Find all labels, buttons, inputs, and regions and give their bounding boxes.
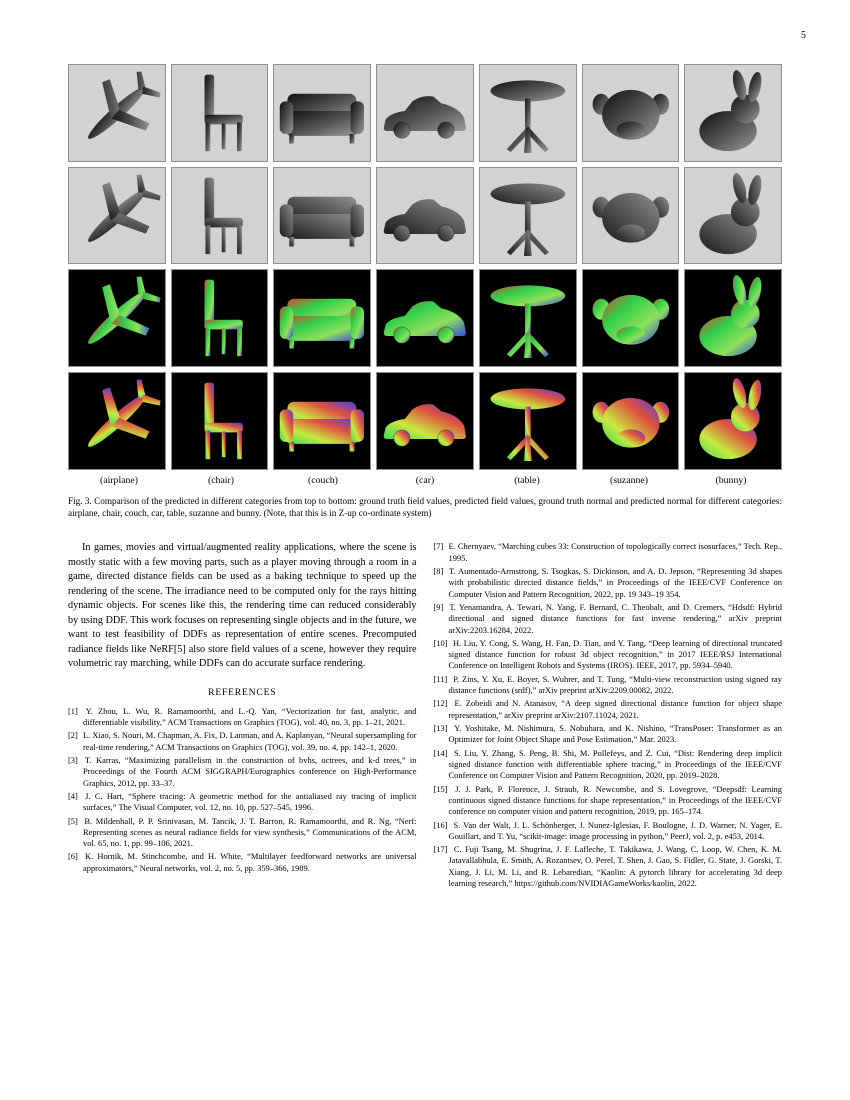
reference-text: Y. Yoshitake, M. Nishimura, S. Nobuhara, and K. Nishino, “TransPoser: Transformer as an Optimizer for Joint Object Shape and Pose Estimation,” Mar. 2023. bbox=[448, 723, 782, 745]
figure-cell-predicted-field-airplane bbox=[68, 167, 166, 265]
figure-category-label-car: (car) bbox=[415, 474, 435, 486]
reference-text: P. Zins, Y. Xu, E. Boyer, S. Wuhrer, and T. Tung, “Multi-view reconstruction using signed ray distance functions (srdf),” arXiv preprint arXiv:2209.00082, 2022. bbox=[448, 673, 782, 696]
reference-number: [12] bbox=[433, 698, 448, 709]
reference-number: [3] bbox=[68, 754, 78, 765]
figure-cell-predicted-normal-car bbox=[376, 372, 474, 470]
left-column bbox=[68, 541, 417, 891]
reference-item bbox=[68, 851, 417, 874]
figure-cell-ground-truth-normal-airplane bbox=[68, 269, 166, 367]
references-heading: REFERENCES bbox=[208, 686, 277, 698]
intro-paragraph: In games, movies and virtual/augmented reality applications, where the scene is mostly static with a few moving parts, such as a player moving through a room in a game, directed distance fields can be used as a baking technique to speed up the rendering of the scene. The irradiance need to be computed only for the rays hitting dynamic objects. For scenes like this, the rendering time can reduced considerably by using DDF. This work focuses on representing single objects and in the future, we want to test feasibility of DDFs as representation of entire scenes. Precomputed radiance fields like NeRF[5] also store field values of a scene, however they require volumetric ray marching, while DDFs can do accurate surface rendering. bbox=[68, 542, 417, 670]
reference-item bbox=[434, 674, 783, 697]
reference-number: [8] bbox=[433, 565, 444, 576]
reference-text: T. Aumentado-Armstrong, S. Tsogkas, S. Dickinson, and A. D. Jepson, “Representing 3d shapes with probabilistic directed distance fields,” in Proceedings of the IEEE/CVF Conference on Computer Vision and Pattern Recognition, 2022, pp. 19 343–19 354. bbox=[446, 565, 782, 599]
figure-caption: Fig. 3. Comparison of the predicted in different categories from top to bottom: ground truth field values, predicted field values, ground truth normal and predicted normal for different categories: airplane, chair, couch, car, table, suzanne and bunny. (Note, that this is in Z-up co-ordinate system) bbox=[68, 495, 782, 519]
figure-category-labels bbox=[68, 475, 782, 486]
reference-item bbox=[434, 638, 783, 672]
reference-item bbox=[68, 816, 417, 850]
reference-number: [15] bbox=[433, 783, 448, 794]
reference-text: T. Karras, “Maximizing parallelism in the construction of bvhs, octrees, and k-d trees,” in Proceedings of the Fourth ACM SIGGRAPH/Eurographics conference on High-Performance Graphics, 2012, pp. 33–37. bbox=[80, 754, 417, 788]
figure-cell-predicted-normal-chair bbox=[171, 372, 269, 470]
reference-text: C. Fuji Tsang, M. Shugrina, J. F. Lafleche, T. Takikawa, J. Wang, C. Loop, W. Chen, K. M. Jatavallabhula, E. Smith, A. Rozantsev, O. Perel, T. Shen, J. Gao, S. Fidler, G. State, J. Gorski, T. Xiang, J. Li, M. Li, and R. Lebaredian, “Kaolin: A pytorch library for accelerating 3d deep learning research,” https://github.com/NVIDIAGameWorks/kaolin, 2022. bbox=[448, 844, 782, 889]
figure-cell-predicted-field-bunny bbox=[684, 167, 782, 265]
reference-item bbox=[434, 723, 783, 746]
figure-cell-ground-truth-field-couch bbox=[273, 64, 371, 162]
reference-item bbox=[434, 602, 783, 636]
figure-cell-ground-truth-normal-car bbox=[376, 269, 474, 367]
references-list-right bbox=[434, 541, 783, 889]
reference-number: [17] bbox=[433, 844, 448, 855]
page-number: 5 bbox=[801, 30, 806, 41]
reference-item bbox=[434, 784, 783, 818]
reference-item bbox=[434, 698, 783, 721]
figure-category-label-bunny: (bunny) bbox=[715, 474, 747, 486]
reference-text: E. Chernyaev, “Marching cubes 33: Construction of topologically correct isosurfaces,” Tech. Rep., 1995. bbox=[446, 541, 782, 563]
reference-text: L. Xiao, S. Nouri, M. Chapman, A. Fix, D. Lanman, and A. Kaplanyan, “Neural supersampling for real-time rendering,” ACM Transactions on Graphics (TOG), vol. 39, no. 4, pp. 142–1, 2020. bbox=[80, 730, 417, 752]
reference-text: S. Van der Walt, J. L. Schönberger, J. Nunez-Iglesias, F. Boulogne, J. D. Warner, N. Yager, E. Gouillart, and T. Yu, “scikit-image: image processing in python,” PeerJ, vol. 2, p. e453, 2014. bbox=[448, 819, 782, 841]
reference-item bbox=[434, 844, 783, 889]
figure-cell-ground-truth-field-suzanne bbox=[582, 64, 680, 162]
figure-category-label-airplane: (airplane) bbox=[99, 474, 139, 486]
reference-item bbox=[434, 566, 783, 600]
figure-cell-predicted-field-table bbox=[479, 167, 577, 265]
reference-text: T. Yenamandra, A. Tewari, N. Yang, F. Bernard, C. Theobalt, and D. Cremers, “Hdsdf: Hybrid directional and signed distance functions for fast inverse rendering,” arXiv preprint arXiv:2203.16284, 2022. bbox=[446, 601, 782, 635]
reference-number: [14] bbox=[433, 747, 448, 758]
figure-cell-predicted-field-car bbox=[376, 167, 474, 265]
figure-cell-ground-truth-field-airplane bbox=[68, 64, 166, 162]
figure-category-label-suzanne: (suzanne) bbox=[609, 474, 649, 486]
figure-3 bbox=[68, 64, 782, 519]
reference-item bbox=[68, 706, 417, 729]
reference-text: S. Liu, Y. Zhang, S. Peng, B. Shi, M. Pollefeys, and Z. Cui, “Dist: Rendering deep implicit signed distance function with differentiable sphere tracing,” in Proceedings of the IEEE/CVF Conference on Computer Vision and Pattern Recognition, 2020, pp. 2019–2028. bbox=[448, 747, 782, 781]
reference-number: [4] bbox=[68, 790, 78, 801]
figure-cell-ground-truth-normal-chair bbox=[171, 269, 269, 367]
figure-cell-ground-truth-field-table bbox=[479, 64, 577, 162]
figure-cell-ground-truth-field-chair bbox=[171, 64, 269, 162]
reference-number: [10] bbox=[433, 637, 448, 648]
reference-item bbox=[68, 791, 417, 814]
reference-number: [16] bbox=[433, 819, 448, 830]
reference-item bbox=[434, 541, 783, 564]
reference-number: [5] bbox=[68, 815, 78, 826]
figure-cell-predicted-normal-table bbox=[479, 372, 577, 470]
reference-item bbox=[68, 730, 417, 753]
reference-text: J. C. Hart, “Sphere tracing: A geometric method for the antialiased ray tracing of implicit surfaces,” The Visual Computer, vol. 12, no. 10, pp. 527–545, 1996. bbox=[80, 790, 417, 813]
figure-cell-ground-truth-normal-suzanne bbox=[582, 269, 680, 367]
figure-cell-ground-truth-normal-table bbox=[479, 269, 577, 367]
right-column bbox=[434, 541, 783, 891]
reference-number: [9] bbox=[433, 601, 444, 612]
figure-cell-ground-truth-field-bunny bbox=[684, 64, 782, 162]
reference-text: B. Mildenhall, P. P. Srinivasan, M. Tancik, J. T. Barron, R. Ramamoorthi, and R. Ng, “Nerf: Representing scenes as neural radiance fields for view synthesis,” Communications of the ACM, vol. 65, no. 1, pp. 99–106, 2021. bbox=[80, 815, 417, 849]
reference-number: [11] bbox=[433, 673, 448, 684]
figure-cell-predicted-normal-couch bbox=[273, 372, 371, 470]
reference-text: K. Hornik, M. Stinchcombe, and H. White, “Multilayer feedforward networks are universal approximators,” Neural networks, vol. 2, no. 5, pp. 359–366, 1989. bbox=[80, 851, 417, 873]
reference-number: [7] bbox=[433, 541, 444, 552]
reference-number: [2] bbox=[68, 730, 78, 741]
figure-cell-predicted-normal-bunny bbox=[684, 372, 782, 470]
figure-category-label-couch: (couch) bbox=[308, 474, 338, 486]
figure-cell-predicted-field-chair bbox=[171, 167, 269, 265]
reference-item bbox=[434, 820, 783, 843]
reference-text: H. Liu, Y. Cong, S. Wang, H. Fan, D. Tian, and Y. Tang, “Deep learning of directional truncated signed distance function for robust 3d object recognition,” in 2017 IEEE/RSJ International Conference on Intelligent Robots and Systems (IROS). IEEE, 2017, pp. 5934–5940. bbox=[448, 637, 782, 671]
reference-item bbox=[434, 748, 783, 782]
figure-cell-ground-truth-field-car bbox=[376, 64, 474, 162]
reference-text: E. Zobeidi and N. Atanasov, “A deep signed directional distance function for object shape representation,” arXiv preprint arXiv:2107.11024, 2021. bbox=[448, 698, 782, 720]
figure-cell-predicted-normal-suzanne bbox=[582, 372, 680, 470]
figure-category-label-table: (table) bbox=[514, 474, 540, 486]
figure-cell-ground-truth-normal-bunny bbox=[684, 269, 782, 367]
reference-text: J. J. Park, P. Florence, J. Straub, R. Newcombe, and S. Lovegrove, “Deepsdf: Learning continuous signed distance functions for shape representation,” in Proceedings of the IEEE/CVF conference on computer vision and pattern recognition, 2019, pp. 165–174. bbox=[448, 783, 782, 817]
figure-cell-ground-truth-normal-couch bbox=[273, 269, 371, 367]
figure-cell-predicted-field-couch bbox=[273, 167, 371, 265]
two-column-body bbox=[68, 541, 782, 891]
figure-cell-predicted-normal-airplane bbox=[68, 372, 166, 470]
figure-grid bbox=[68, 64, 782, 470]
reference-number: [13] bbox=[433, 723, 448, 734]
references-list-left bbox=[68, 706, 417, 874]
reference-number: [6] bbox=[68, 851, 78, 862]
reference-item bbox=[68, 755, 417, 789]
figure-cell-predicted-field-suzanne bbox=[582, 167, 680, 265]
reference-number: [1] bbox=[68, 705, 78, 716]
figure-category-label-chair: (chair) bbox=[207, 474, 235, 486]
reference-text: Y. Zhou, L. Wu, R. Ramamoorthi, and L.-Q. Yan, “Vectorization for fast, analytic, and differentiable visibility,” ACM Transactions on Graphics (TOG), vol. 40, no. 3, pp. 1–21, 2021. bbox=[80, 705, 417, 728]
